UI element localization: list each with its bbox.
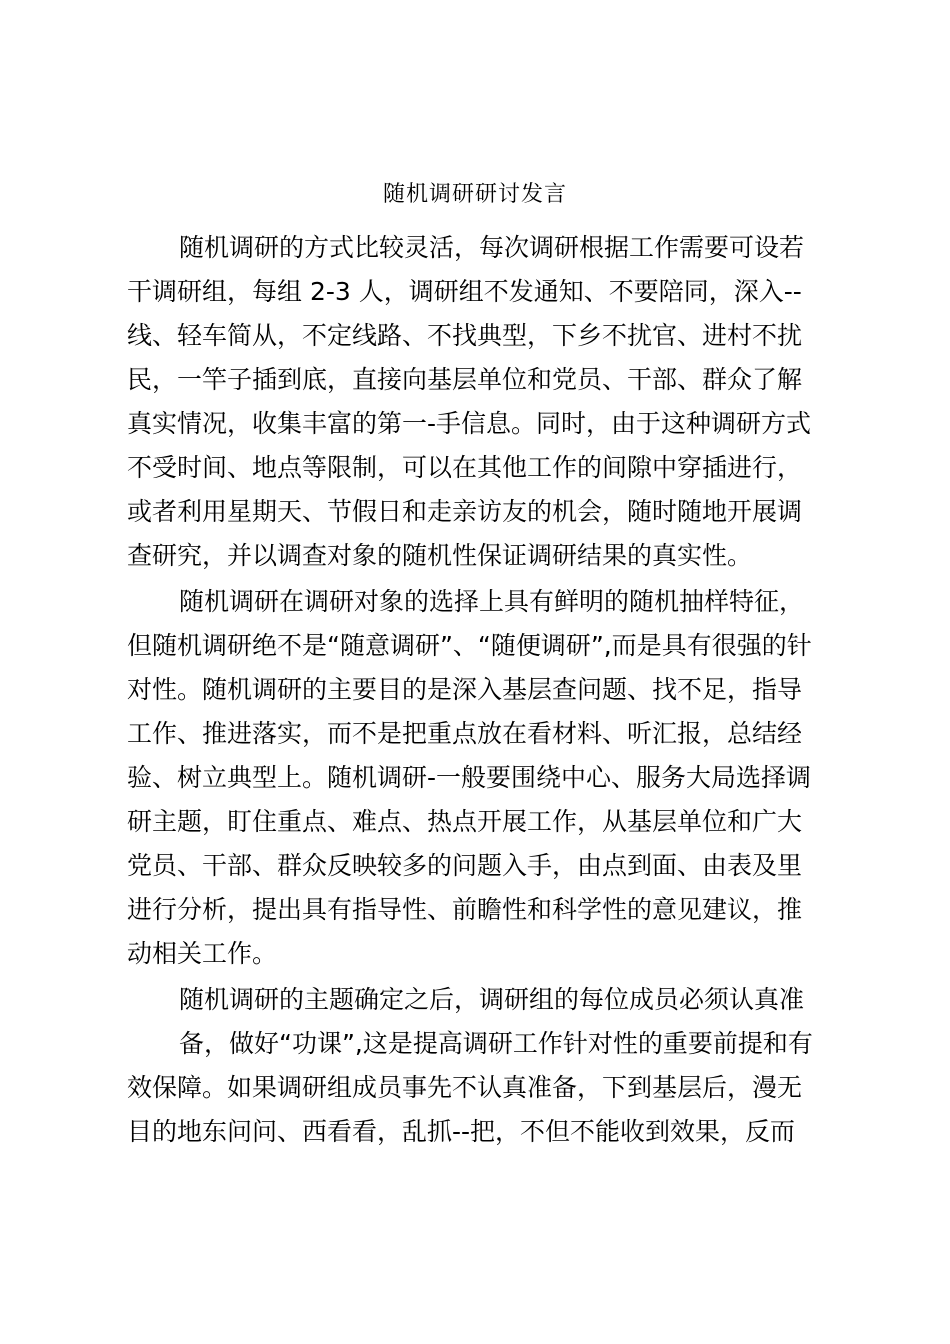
paragraph-line: 党员、干部、群众反映较多的问题入手，由点到面、由表及里 xyxy=(127,851,803,880)
paragraph-line: 线、轻车简从，不定线路、不找典型，下乡不扰官、进村不扰 xyxy=(127,321,803,350)
paragraph-line: 或者利用星期天、节假日和走亲访友的机会，随时随地开展调 xyxy=(127,497,803,526)
paragraph-line: 随机调研的方式比较灵活，每次调研根据工作需要可设若 xyxy=(179,233,805,262)
paragraph-line: 随机调研的主题确定之后，调研组的每位成员必须认真准 xyxy=(179,985,805,1014)
paragraph-line: 对性。随机调研的主要目的是深入基层查问题、找不足，指导 xyxy=(127,675,803,704)
paragraph-line: 查研究，并以调查对象的随机性保证调研结果的真实性。 xyxy=(127,541,753,570)
paragraph-line: 工作、推进落实，而不是把重点放在看材料、听汇报，总结经 xyxy=(127,719,803,748)
paragraph-line: 动相关工作。 xyxy=(127,939,278,968)
document-title: 随机调研研讨发言 xyxy=(382,182,567,207)
paragraph-line: 但随机调研绝不是“随意调研”、“随便调研”,而是具有很强的针 xyxy=(127,631,812,660)
paragraph-line: 验、树立典型上。随机调研-一般要围绕中心、服务大局选择调 xyxy=(127,763,812,792)
paragraph-line: 备，做好“功课”,这是提高调研工作针对性的重要前提和有 xyxy=(179,1029,813,1058)
document-body xyxy=(127,226,837,1154)
paragraph-line: 不受时间、地点等限制，可以在其他工作的间隙中穿插进行， xyxy=(127,453,803,482)
paragraph-line: 效保障。如果调研组成员事先不认真准备，下到基层后，漫无 xyxy=(127,1073,803,1102)
paragraph-line: 目的地东问问、西看看，乱抓--把，不但不能收到效果，反而 xyxy=(127,1117,796,1146)
paragraph-line: 真实情况，收集丰富的第一-手信息。同时，由于这种调研方式 xyxy=(127,409,812,438)
paragraph-line: 研主题，盯住重点、难点、热点开展工作，从基层单位和广大 xyxy=(127,807,803,836)
paragraph-3 xyxy=(127,978,837,1154)
paragraph-1 xyxy=(127,226,837,578)
paragraph-2 xyxy=(127,580,837,976)
paragraph-line: 干调研组，每组 2-3 人，调研组不发通知、不要陪同，深入-- xyxy=(127,277,802,306)
paragraph-line: 随机调研在调研对象的选择上具有鲜明的随机抽样特征， xyxy=(179,587,805,616)
paragraph-line: 进行分析，提出具有指导性、前瞻性和科学性的意见建议，推 xyxy=(127,895,803,924)
paragraph-line: 民，一竿子插到底，直接向基层单位和党员、干部、群众了解 xyxy=(127,365,803,394)
